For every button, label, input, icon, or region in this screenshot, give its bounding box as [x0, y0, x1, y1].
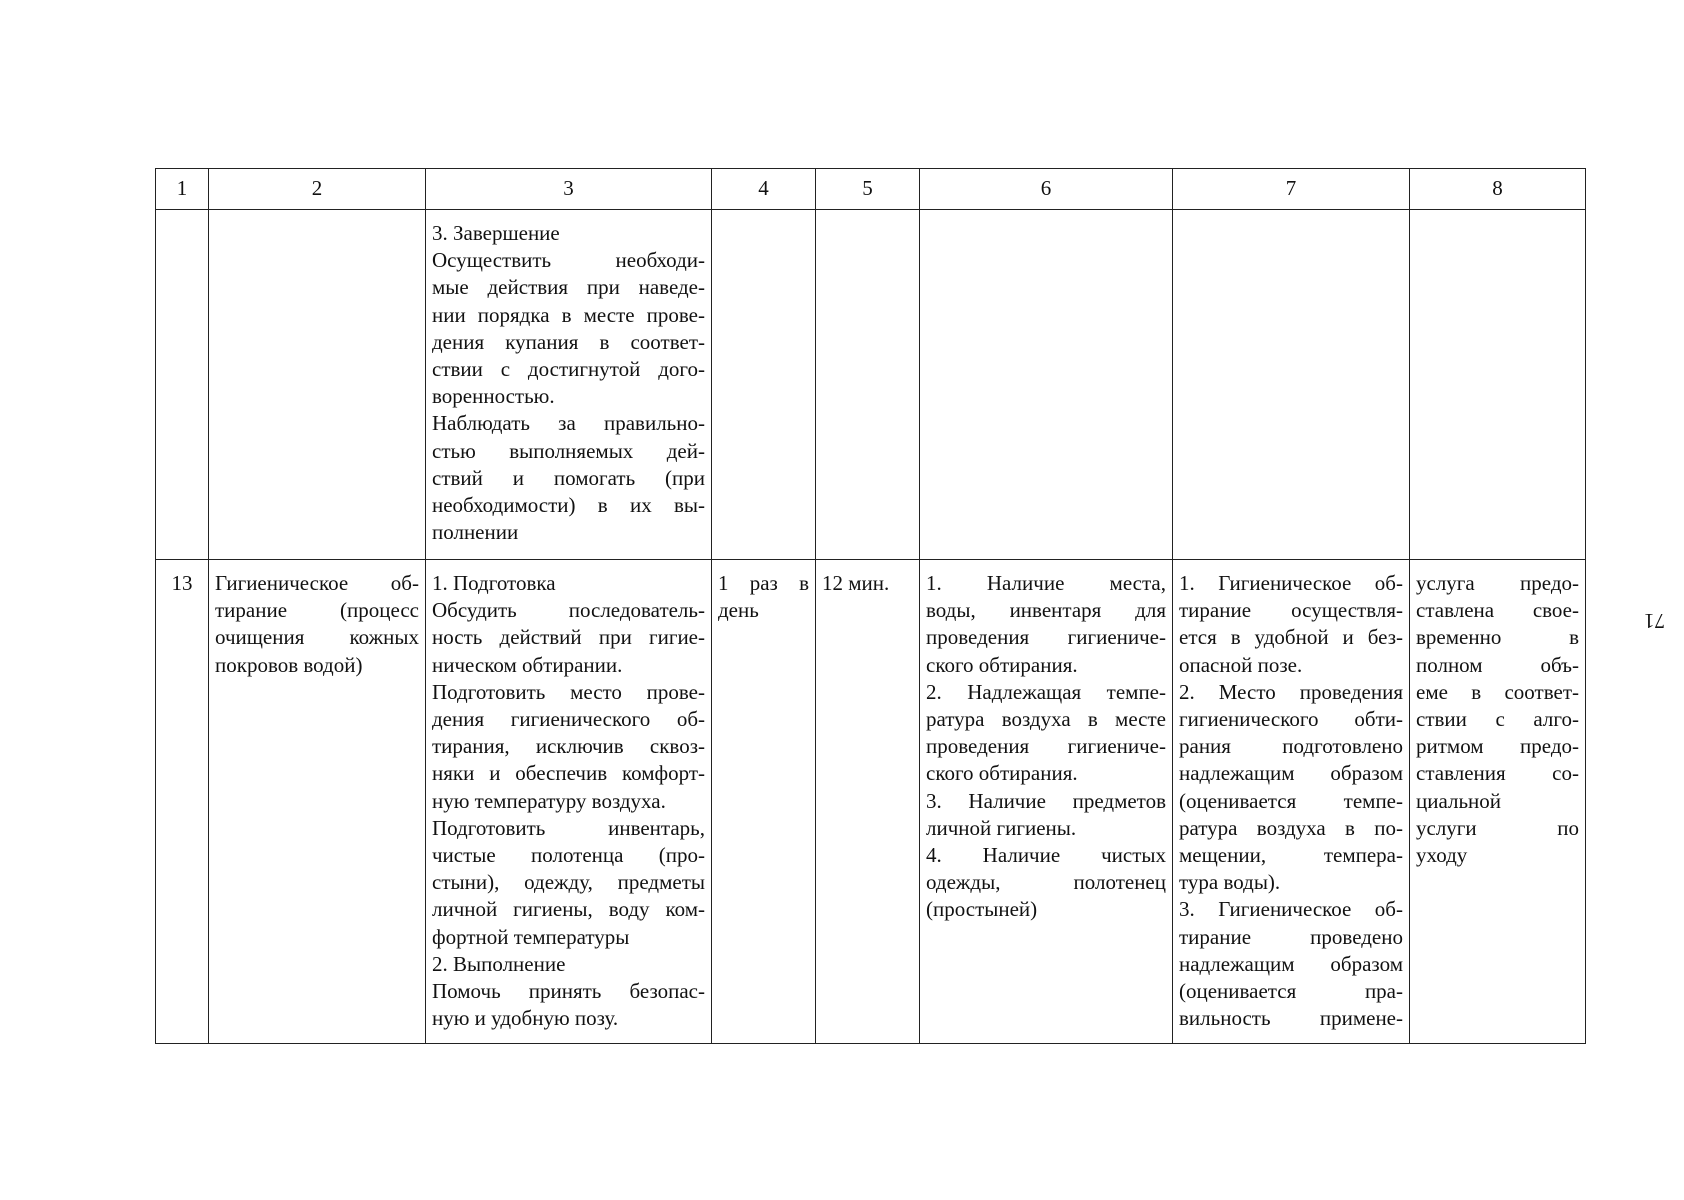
- table-cell: [816, 210, 920, 560]
- frequency-lines: [718, 570, 809, 624]
- text-line: стыни), одежду, предметы: [432, 870, 705, 895]
- text-line: очищения кожных: [215, 625, 419, 650]
- table-row-continuation: [156, 210, 1586, 560]
- text-line: проведения гигиениче-: [926, 625, 1166, 650]
- procedure-lines: [432, 570, 705, 1032]
- table-row-13: [156, 560, 1586, 1044]
- text-line: тирание (процесс: [215, 598, 419, 623]
- text-line: дения гигиенического об-: [432, 707, 705, 732]
- text-line: 2. Место проведения: [1179, 679, 1403, 704]
- text-line: вильность примене-: [1179, 1006, 1403, 1031]
- text-line: тирания, исключив сквоз-: [432, 734, 705, 759]
- text-line: Гигиеническое об-: [215, 571, 419, 595]
- text-line: необходимости) в их вы-: [432, 493, 705, 518]
- text-line: ритмом предо-: [1416, 734, 1579, 759]
- header-cell: 1: [156, 169, 209, 210]
- service-name-cell: [209, 560, 426, 1044]
- table-cell: [156, 210, 209, 560]
- header-cell: 2: [209, 169, 426, 210]
- text-line: одежды, полотенец: [926, 870, 1166, 895]
- text-line: покровов водой): [215, 652, 363, 677]
- text-line: рания подготовлено: [1179, 734, 1403, 759]
- table-cell: [1173, 210, 1410, 560]
- service-name-lines: [215, 570, 419, 679]
- quality-indicators-lines: [1179, 570, 1403, 1032]
- text-line: мещении, темпера-: [1179, 843, 1403, 868]
- text-line: (оценивается пра-: [1179, 979, 1403, 1004]
- text-line: ническом обтирании.: [432, 652, 623, 677]
- text-line: 1 раз в: [718, 571, 809, 595]
- text-line: ставлена свое-: [1416, 598, 1579, 623]
- text-line: ствии с алго-: [1416, 707, 1579, 732]
- evaluation-lines: [1416, 570, 1579, 869]
- conditions-cell: [920, 560, 1173, 1044]
- table-cell: [712, 210, 816, 560]
- text-line: 2. Надлежащая темпе-: [926, 679, 1166, 704]
- header-cell: 4: [712, 169, 816, 210]
- text-line: 1. Наличие места,: [926, 571, 1166, 595]
- text-line: ность действий при гигие-: [432, 625, 705, 650]
- text-line: 3. Наличие предметов: [926, 788, 1166, 813]
- table-cell: [209, 210, 426, 560]
- header-cell: 6: [920, 169, 1173, 210]
- text-line: ется в удобной и без-: [1179, 625, 1403, 650]
- text-line: проведения гигиениче-: [926, 734, 1166, 759]
- text-line: ратура воздуха в месте: [926, 707, 1166, 732]
- text-line: Подготовить инвентарь,: [432, 815, 705, 840]
- text-line: полном объ-: [1416, 652, 1579, 677]
- procedure-lines: [432, 247, 705, 546]
- text-line: гигиенического обти-: [1179, 707, 1403, 732]
- step-title: 3. Завершение: [432, 221, 560, 245]
- text-line: воренностью.: [432, 384, 555, 409]
- text-line: личной гигиены, воду ком-: [432, 897, 705, 922]
- text-line: 3. Гигиеническое об-: [1179, 897, 1403, 922]
- header-cell: 7: [1173, 169, 1410, 210]
- text-line: еме в соответ-: [1416, 679, 1579, 704]
- text-line: мые действия при наведе-: [432, 275, 705, 300]
- text-line: 4. Наличие чистых: [926, 843, 1166, 868]
- text-line: тирание проведено: [1179, 924, 1403, 949]
- duration-cell: 12 мин.: [816, 560, 920, 1044]
- text-line: нии порядка в месте прове-: [432, 302, 705, 327]
- text-line: ную температуру воздуха.: [432, 788, 666, 813]
- text-line: Наблюдать за правильно-: [432, 411, 705, 436]
- text-line: ствий и помогать (при: [432, 465, 705, 490]
- text-line: 1. Подготовка: [432, 571, 556, 595]
- text-line: надлежащим образом: [1179, 951, 1403, 976]
- text-line: (простыней): [926, 897, 1038, 922]
- conditions-lines: [926, 570, 1166, 924]
- text-line: циальной: [1416, 788, 1502, 813]
- text-line: услуги по: [1416, 815, 1579, 840]
- text-line: ставления со-: [1416, 761, 1579, 786]
- header-cell: 3: [426, 169, 712, 210]
- text-line: стью выполняемых дей-: [432, 438, 705, 463]
- text-line: 2. Выполнение: [432, 951, 566, 976]
- text-line: тура воды).: [1179, 870, 1281, 895]
- header-cell: 5: [816, 169, 920, 210]
- text-line: фортной температуры: [432, 924, 630, 949]
- text-line: чистые полотенца (про-: [432, 843, 705, 868]
- text-line: ского обтирания.: [926, 761, 1078, 786]
- text-line: (оценивается темпе-: [1179, 788, 1403, 813]
- header-row: [156, 169, 1586, 210]
- frequency-cell: [712, 560, 816, 1044]
- evaluation-cell: [1410, 560, 1586, 1044]
- text-line: личной гигиены.: [926, 815, 1077, 840]
- procedure-cell: [426, 210, 712, 560]
- page-number: 71: [1644, 609, 1665, 633]
- row-number-cell: 13: [156, 560, 209, 1044]
- text-line: временно в: [1416, 625, 1579, 650]
- text-line: Обсудить последователь-: [432, 598, 705, 623]
- text-line: тирание осуществля-: [1179, 598, 1403, 623]
- text-line: ратура воздуха в по-: [1179, 815, 1403, 840]
- text-line: ную и удобную позу.: [432, 1006, 619, 1031]
- text-line: дения купания в соответ-: [432, 329, 705, 354]
- text-line: уходу: [1416, 843, 1468, 868]
- text-line: няки и обеспечив комфорт-: [432, 761, 705, 786]
- text-line: ствии с достигнутой дого-: [432, 357, 705, 382]
- text-line: Осуществить необходи-: [432, 248, 705, 273]
- text-line: полнении: [432, 520, 519, 545]
- text-line: ского обтирания.: [926, 652, 1078, 677]
- text-line: день: [718, 598, 759, 623]
- document-table: [155, 168, 1586, 1044]
- text-line: воды, инвентаря для: [926, 598, 1166, 623]
- text-line: Подготовить место прове-: [432, 679, 705, 704]
- text-line: 1. Гигиеническое об-: [1179, 571, 1403, 595]
- text-line: опасной позе.: [1179, 652, 1303, 677]
- text-line: услуга предо-: [1416, 571, 1579, 595]
- text-line: Помочь принять безопас-: [432, 979, 705, 1004]
- table-cell: [1410, 210, 1586, 560]
- table-cell: [920, 210, 1173, 560]
- quality-indicators-cell: [1173, 560, 1410, 1044]
- header-cell: 8: [1410, 169, 1586, 210]
- text-line: надлежащим образом: [1179, 761, 1403, 786]
- procedure-cell: [426, 560, 712, 1044]
